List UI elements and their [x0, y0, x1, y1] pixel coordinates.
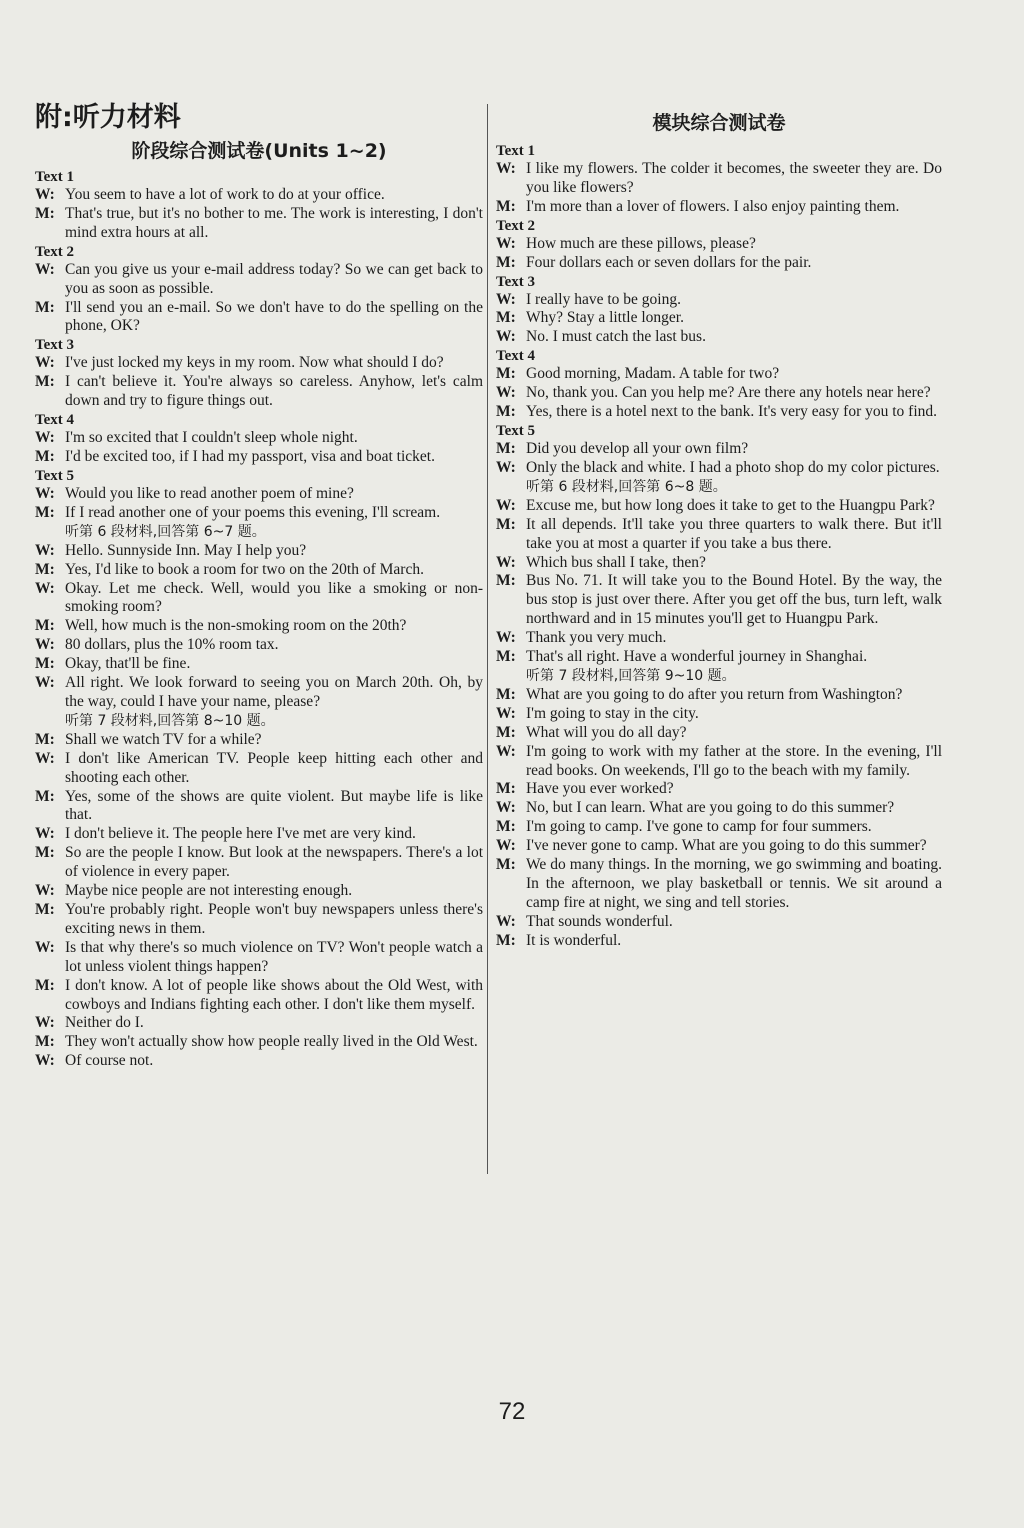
dialogue-line — [496, 818, 942, 837]
left-section-title: 阶段综合测试卷(Units 1~2) — [131, 140, 387, 162]
dialogue-line — [496, 686, 942, 705]
dialogue-line — [35, 354, 483, 373]
utterance-text: I'm more than a lover of flowers. I also enjoy painting them. — [526, 197, 900, 215]
utterance-text: I really have to be going. — [526, 290, 681, 308]
dialogue-line — [35, 825, 483, 844]
speaker-label: M: — [35, 901, 55, 918]
utterance-text: No. I must catch the last bus. — [526, 328, 706, 346]
speaker-label: W: — [35, 186, 55, 203]
speaker-label: W: — [496, 912, 516, 930]
speaker-label: M: — [496, 197, 516, 215]
dialogue-line — [35, 485, 483, 504]
dialogue-line — [35, 750, 483, 788]
utterance-text: I'm going to work with my father at the store. In the evening, I'll read books. On weekends, I'll go to the beach with my family. — [526, 742, 942, 779]
dialogue-line — [496, 913, 942, 932]
speaker-label: M: — [496, 572, 516, 590]
left-transcript — [35, 168, 483, 1071]
instruction-note: 听第 7 段材料,回答第 9~10 题。 — [526, 667, 736, 684]
speaker-label: M: — [496, 309, 516, 327]
speaker-label: M: — [35, 976, 55, 994]
utterance-text: I'm so excited that I couldn't sleep whole night. — [65, 429, 358, 447]
speaker-label: M: — [35, 655, 55, 673]
text-label: Text 4 — [496, 348, 536, 365]
speaker-label: W: — [496, 742, 516, 760]
utterance-text: I'd be excited too, if I had my passport, visa and boat ticket. — [65, 447, 435, 465]
dialogue-line — [496, 254, 942, 273]
utterance-text: Excuse me, but how long does it take to get to the Huangpu Park? — [526, 496, 935, 514]
dialogue-line — [496, 705, 942, 724]
utterance-text: 80 dollars, plus the 10% room tax. — [65, 636, 279, 654]
left-column — [35, 100, 483, 1071]
dialogue-line — [35, 1033, 483, 1052]
utterance-text: All right. We look forward to seeing you on March 20th. Oh, by the way, could I have your name, please? — [65, 674, 483, 710]
utterance-text: I'll send you an e-mail. So we don't have to do the spelling on the phone, OK? — [65, 298, 483, 335]
speaker-label: W: — [35, 484, 55, 502]
speaker-label: M: — [496, 648, 516, 666]
speaker-label: M: — [35, 503, 55, 521]
utterance-text: You seem to have a lot of work to do at your office. — [65, 186, 385, 203]
utterance-text: How much are these pillows, please? — [526, 234, 756, 252]
utterance-text: Okay. Let me check. Well, would you like a smoking or non-smoking room? — [65, 579, 483, 616]
dialogue-line — [496, 309, 942, 328]
text-label: Text 1 — [35, 169, 75, 185]
dialogue-line — [496, 235, 942, 254]
dialogue-line — [35, 429, 483, 448]
page-heading: 附:听力材料 — [35, 102, 181, 133]
speaker-label: M: — [35, 1033, 55, 1051]
speaker-label: W: — [496, 290, 516, 308]
utterance-text: That's true, but it's no bother to me. The work is interesting, I don't mind extra hours at all. — [65, 204, 483, 241]
speaker-label: M: — [35, 617, 55, 635]
speaker-label: M: — [496, 439, 516, 457]
speaker-label: W: — [35, 1052, 55, 1070]
utterance-text: That sounds wonderful. — [526, 912, 673, 930]
dialogue-line — [35, 655, 483, 674]
utterance-text: No, thank you. Can you help me? Are there any hotels near here? — [526, 384, 931, 402]
dialogue-line — [35, 844, 483, 882]
speaker-label: M: — [496, 403, 516, 421]
text-label: Text 5 — [35, 467, 75, 484]
utterance-text: Good morning, Madam. A table for two? — [526, 365, 780, 383]
utterance-text: Of course not. — [65, 1052, 154, 1070]
speaker-label: M: — [35, 447, 55, 465]
dialogue-line — [35, 617, 483, 636]
speaker-label: W: — [35, 825, 55, 843]
dialogue-line — [496, 403, 942, 422]
dialogue-line — [496, 198, 942, 217]
utterance-text: I like my flowers. The colder it becomes, the sweeter they are. Do you like flowers? — [526, 160, 942, 196]
speaker-label: M: — [35, 560, 55, 578]
speaker-label: W: — [496, 799, 516, 817]
speaker-label: W: — [496, 553, 516, 571]
utterance-text: I've never gone to camp. What are you going to do this summer? — [526, 837, 927, 855]
speaker-label: W: — [35, 749, 55, 767]
right-transcript — [496, 142, 942, 951]
speaker-label: W: — [496, 234, 516, 252]
speaker-label: M: — [35, 844, 55, 862]
speaker-label: W: — [35, 636, 55, 654]
utterance-text: Well, how much is the non-smoking room on the 20th? — [65, 617, 407, 635]
dialogue-line — [35, 731, 483, 750]
speaker-label: M: — [496, 515, 516, 533]
dialogue-line — [35, 939, 483, 977]
utterance-text: Is that why there's so much violence on TV? Won't people watch a lot unless violent things happen? — [65, 938, 483, 975]
dialogue-line — [496, 780, 942, 799]
dialogue-line — [496, 799, 942, 818]
utterance-text: Can you give us your e-mail address today? So we can get back to you as soon as possible. — [65, 260, 483, 297]
utterance-text: Yes, I'd like to book a room for two on the 20th of March. — [65, 560, 424, 578]
utterance-text: They won't actually show how people really lived in the Old West. — [65, 1033, 478, 1051]
utterance-text: What will you do all day? — [526, 723, 687, 741]
dialogue-line — [35, 186, 483, 205]
dialogue-line — [35, 448, 483, 467]
speaker-label: W: — [35, 579, 55, 597]
speaker-label: M: — [496, 253, 516, 271]
dialogue-line — [35, 580, 483, 618]
speaker-label: M: — [35, 373, 55, 391]
speaker-label: M: — [35, 298, 55, 316]
dialogue-line — [35, 542, 483, 561]
utterance-text: I've just locked my keys in my room. Now what should I do? — [65, 354, 444, 372]
utterance-text: I'm going to camp. I've gone to camp for four summers. — [526, 818, 872, 836]
utterance-text: Have you ever worked? — [526, 780, 674, 798]
dialogue-line — [35, 261, 483, 299]
speaker-label: W: — [35, 1014, 55, 1032]
utterance-text: So are the people I know. But look at the newspapers. There's a lot of violence in every paper. — [65, 844, 483, 881]
right-section-title: 模块综合测试卷 — [652, 112, 786, 134]
utterance-text: If I read another one of your poems this evening, I'll scream. — [65, 503, 441, 521]
utterance-text: Yes, some of the shows are quite violent. But maybe life is like that. — [65, 787, 483, 824]
speaker-label: M: — [496, 365, 516, 383]
speaker-label: M: — [496, 856, 516, 874]
speaker-label: W: — [496, 458, 516, 476]
dialogue-line — [496, 837, 942, 856]
dialogue-line — [35, 299, 483, 337]
speaker-label: W: — [35, 674, 55, 692]
dialogue-line — [496, 724, 942, 743]
text-label: Text 3 — [496, 273, 536, 290]
speaker-label: W: — [496, 328, 516, 346]
speaker-label: W: — [496, 704, 516, 722]
speaker-label: W: — [496, 384, 516, 402]
utterance-text: You're probably right. People won't buy newspapers unless there's exciting news in them. — [65, 901, 483, 937]
dialogue-line — [496, 932, 942, 951]
utterance-text: I don't like American TV. People keep hitting each other and shooting each other. — [65, 749, 483, 786]
dialogue-line — [496, 497, 942, 516]
utterance-text: It is wonderful. — [526, 931, 622, 949]
utterance-text: Which bus shall I take, then? — [526, 553, 706, 571]
utterance-text: Did you develop all your own film? — [526, 439, 749, 457]
utterance-text: That's all right. Have a wonderful journey in Shanghai. — [526, 648, 868, 666]
dialogue-line — [496, 572, 942, 629]
dialogue-line — [35, 561, 483, 580]
text-label: Text 3 — [35, 337, 75, 354]
speaker-label: M: — [35, 787, 55, 805]
speaker-label: W: — [496, 496, 516, 514]
text-label: Text 2 — [496, 217, 536, 234]
dialogue-line — [496, 328, 942, 347]
utterance-text: What are you going to do after you return from Washington? — [526, 685, 903, 703]
dialogue-line — [35, 674, 483, 712]
utterance-text: Bus No. 71. It will take you to the Bound Hotel. By the way, the bus stop is just over there. After you get off the bus, turn left, walk northward and in 15 minutes you'll get to Huangpu Park. — [526, 572, 942, 628]
dialogue-line — [35, 882, 483, 901]
utterance-text: I can't believe it. You're always so careless. Anyhow, let's calm down and try to figure things out. — [65, 373, 483, 410]
speaker-label: M: — [496, 723, 516, 741]
utterance-text: We do many things. In the morning, we go swimming and boating. In the afternoon, we play basketball or tennis. We sit around a camp fire at night, we sing and tell stories. — [526, 856, 942, 911]
column-divider — [487, 104, 488, 1174]
utterance-text: Four dollars each or seven dollars for the pair. — [526, 253, 812, 271]
instruction-note: 听第 6 段材料,回答第 6~8 题。 — [526, 478, 727, 495]
instruction-note: 听第 6 段材料,回答第 6~7 题。 — [65, 523, 266, 540]
utterance-text: Shall we watch TV for a while? — [65, 730, 262, 748]
speaker-label: W: — [496, 160, 516, 177]
utterance-text: Why? Stay a little longer. — [526, 309, 684, 327]
speaker-label: M: — [35, 730, 55, 748]
utterance-text: I don't believe it. The people here I've met are very kind. — [65, 825, 416, 843]
utterance-text: Neither do I. — [65, 1014, 144, 1032]
utterance-text: Maybe nice people are not interesting enough. — [65, 882, 353, 900]
text-label: Text 2 — [35, 243, 75, 260]
speaker-label: M: — [496, 780, 516, 798]
dialogue-line — [35, 977, 483, 1015]
speaker-label: M: — [496, 931, 516, 949]
speaker-label: W: — [35, 429, 55, 447]
speaker-label: W: — [35, 354, 55, 372]
dialogue-line — [35, 901, 483, 939]
dialogue-line — [35, 636, 483, 655]
dialogue-line — [35, 205, 483, 243]
dialogue-line — [496, 648, 942, 667]
dialogue-line — [496, 459, 942, 478]
utterance-text: No, but I can learn. What are you going to do this summer? — [526, 799, 895, 817]
speaker-label: M: — [35, 204, 55, 222]
text-label: Text 1 — [496, 143, 536, 159]
dialogue-line — [496, 554, 942, 573]
speaker-label: W: — [35, 541, 55, 559]
utterance-text: I'm going to stay in the city. — [526, 704, 699, 722]
dialogue-line — [496, 516, 942, 554]
instruction-note: 听第 7 段材料,回答第 8~10 题。 — [65, 712, 275, 729]
page-number: 72 — [498, 1398, 526, 1425]
dialogue-line — [35, 373, 483, 411]
dialogue-line — [496, 160, 942, 198]
dialogue-line — [35, 504, 483, 523]
dialogue-line — [496, 384, 942, 403]
right-column — [496, 100, 942, 951]
utterance-text: It all depends. It'll take you three quarters to walk there. But it'll take you at most a quarter if you take a bus there. — [526, 515, 942, 552]
dialogue-line — [496, 291, 942, 310]
utterance-text: Thank you very much. — [526, 629, 667, 647]
text-label: Text 5 — [496, 422, 536, 439]
utterance-text: Would you like to read another poem of mine? — [65, 484, 354, 502]
dialogue-line — [35, 788, 483, 826]
speaker-label: W: — [496, 629, 516, 647]
speaker-label: W: — [35, 938, 55, 956]
utterance-text: Hello. Sunnyside Inn. May I help you? — [65, 541, 307, 559]
speaker-label: W: — [35, 882, 55, 900]
speaker-label: W: — [35, 260, 55, 278]
utterance-text: Okay, that'll be fine. — [65, 655, 191, 673]
speaker-label: M: — [496, 818, 516, 836]
dialogue-line — [496, 856, 942, 913]
speaker-label: W: — [496, 837, 516, 855]
speaker-label: M: — [496, 685, 516, 703]
dialogue-line — [35, 1014, 483, 1033]
dialogue-line — [496, 629, 942, 648]
text-label: Text 4 — [35, 412, 75, 429]
dialogue-line — [35, 1052, 483, 1071]
dialogue-line — [496, 743, 942, 781]
utterance-text: I don't know. A lot of people like shows about the Old West, with cowboys and Indians fighting each other. I don't like them myself. — [65, 976, 483, 1013]
dialogue-line — [496, 440, 942, 459]
utterance-text: Yes, there is a hotel next to the bank. It's very easy for you to find. — [526, 403, 938, 421]
dialogue-line — [496, 365, 942, 384]
utterance-text: Only the black and white. I had a photo shop do my color pictures. — [526, 458, 940, 476]
